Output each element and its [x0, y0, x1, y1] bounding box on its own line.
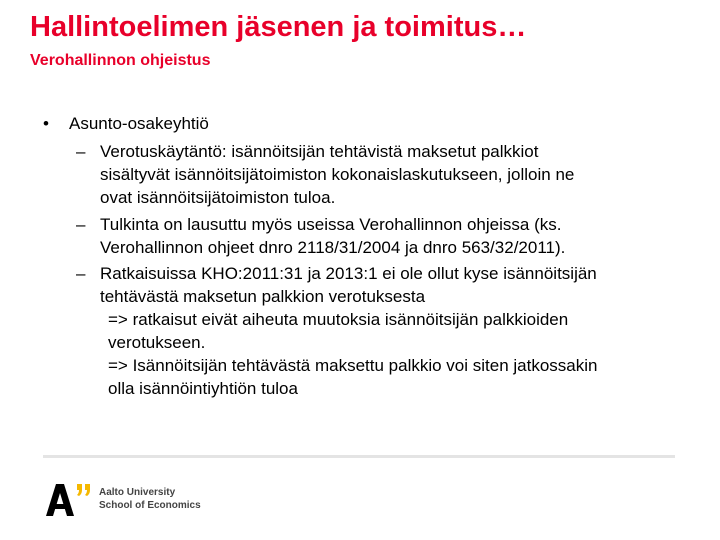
bullet-text: Asunto-osakeyhtiö [69, 114, 209, 133]
logo-university: Aalto University [99, 487, 176, 498]
logo-text [99, 486, 201, 512]
sub-item-line: Ratkaisuissa KHO:2011:31 ja 2013:1 ei ole ollut kyse isännöitsijän [100, 264, 597, 283]
slide-subtitle: Verohallinnon ohjeistus [30, 52, 211, 69]
dash-marker: – [76, 264, 86, 283]
conclusion-line: => ratkaisut eivät aiheuta muutoksia isännöitsijän palkkioiden [108, 310, 569, 329]
sub-item-line: sisältyvät isännöitsijätoimiston kokonaislaskutukseen, jolloin ne [100, 165, 575, 184]
aalto-logo [44, 482, 204, 516]
conclusion-line: olla isännöintiyhtiön tuloa [108, 379, 298, 398]
sub-item-practice [76, 140, 706, 209]
sub-item-rulings [76, 262, 706, 400]
conclusion-line: verotukseen. [108, 333, 206, 352]
logo-school: School of Economics [99, 500, 201, 511]
bullet-item [43, 112, 209, 135]
sub-item-line: tehtävästä maksetun palkkion verotuksesta [100, 287, 426, 306]
sub-item-interpretation [76, 213, 706, 259]
sub-item-line: ovat isännöitsijätoimiston tuloa. [100, 188, 336, 207]
aalto-logo-mark-icon [44, 482, 94, 516]
slide-title: Hallintoelimen jäsenen ja toimitus… [30, 11, 527, 43]
sub-item-line: Verohallinnon ohjeet dnro 2118/31/2004 ja dnro 563/32/2011). [100, 238, 566, 257]
sub-item-line: Verotuskäytäntö: isännöitsijän tehtävistä maksetut palkkiot [100, 142, 539, 161]
conclusion-line: => Isännöitsijän tehtävästä maksettu palkkio voi siten jatkossakin [108, 356, 598, 375]
dash-marker: – [76, 142, 86, 161]
dash-marker: – [76, 215, 86, 234]
footer-divider [43, 455, 675, 458]
bullet-marker: • [43, 114, 49, 133]
sub-item-line: Tulkinta on lausuttu myös useissa Verohallinnon ohjeissa (ks. [100, 215, 562, 234]
